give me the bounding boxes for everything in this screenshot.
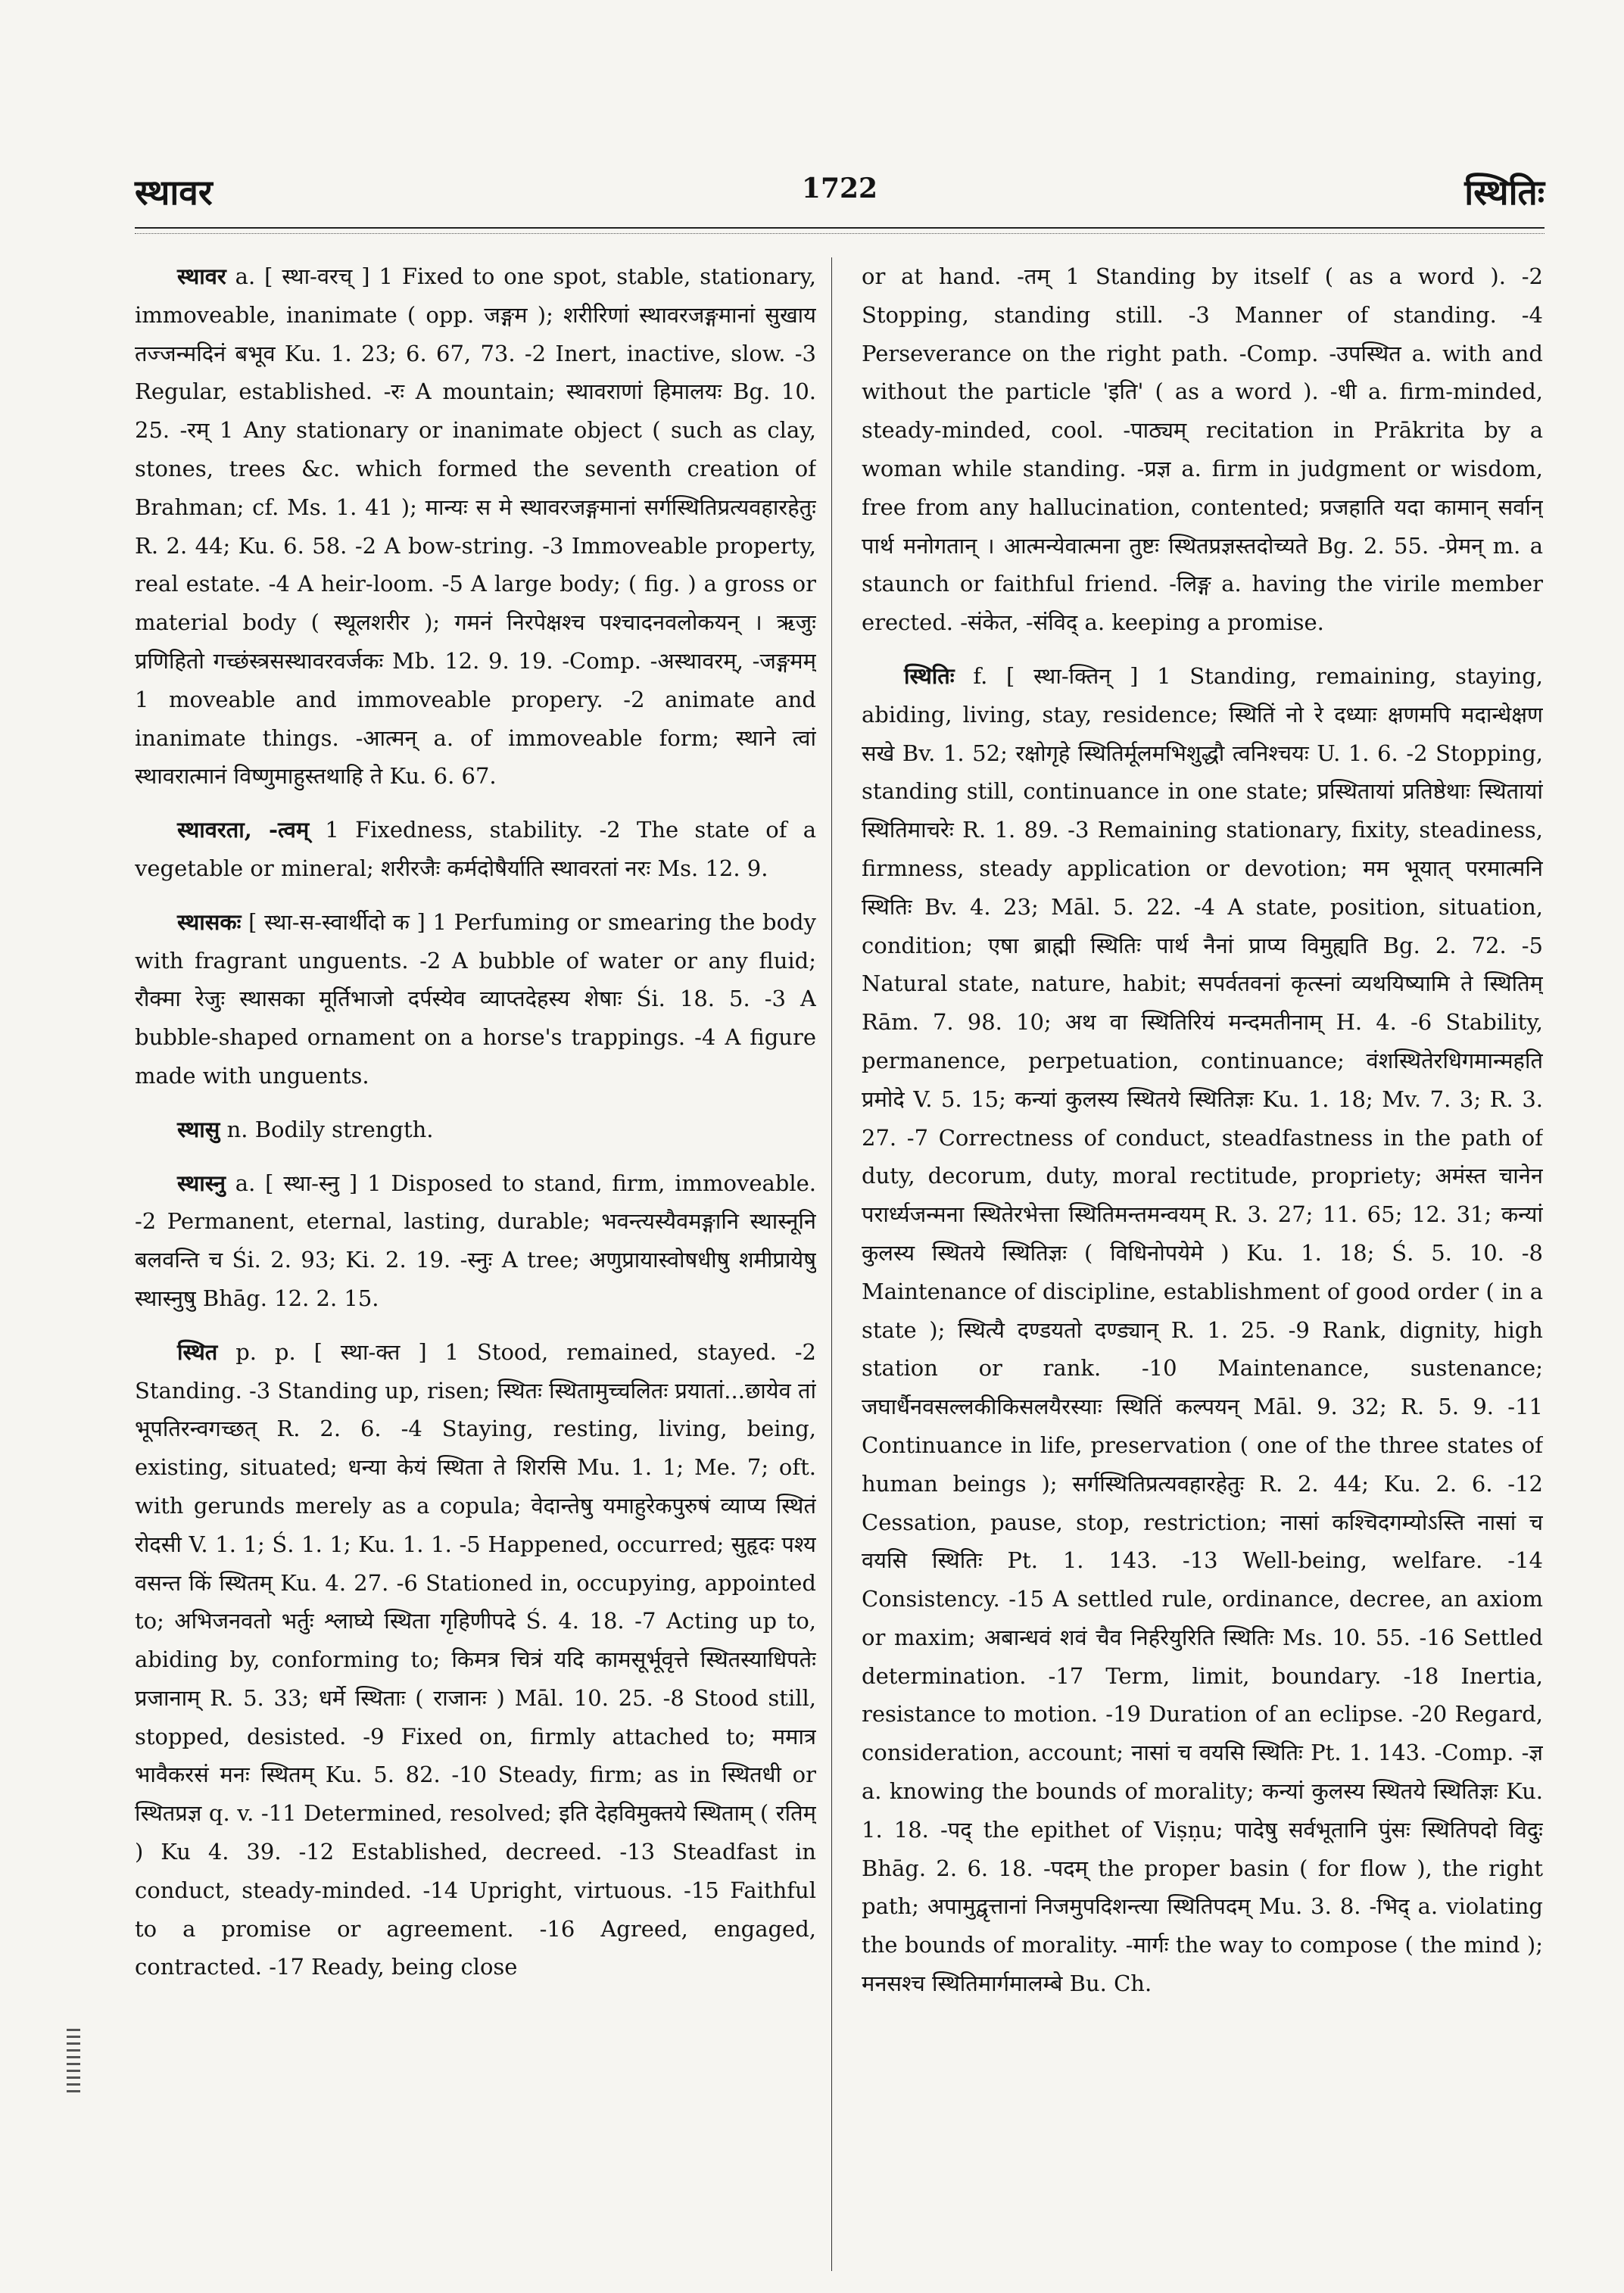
entry-text: p. p. [ स्था-क्त ] 1 Stood, remained, stayed. -2 Standing. -3 Standing up, risen; स्थितः स्थितामुच्चलितः प्रयातां...छायेव तां भूपतिरन्वगच्छत् R. 2. 6. -4 Staying, resting, living, being, existing, situated; धन्या केयं स्थिता ते शिरसि Mu. 1. 1; Me. 7; oft. with gerunds merely as a copula; वेदान्तेषु यमाहुरेकपुरुषं व्याप्य स्थितं रोदसी V. 1. 1; Ś. 1. 1; Ku. 1. 1. -5 Happened, occurred; सुहृदः पश्य वसन्त किं स्थितम् Ku. 4. 27. -6 Stationed in, occupying, appointed to; अभिजनवतो भर्तुः श्लाघ्ये स्थिता गृहिणीपदे Ś. 4. 18. -7 Acting up to, abiding by, conforming to; किमत्र चित्रं यदि कामसूर्भूवृत्ते स्थितस्याधिपतेः प्रजानाम् R. 5. 33; धर्मे स्थिताः ( राजानः ) Māl. 10. 25. -8 Stood still, stopped, desisted. -9 Fixed on, firmly attached to; ममात्र भावैकरसं मनः स्थितम् Ku. 5. 82. -10 Steady, firm; as in स्थितधी or स्थितप्रज्ञ q. v. -11 Determined, resolved; इति देहविमुक्तये स्थिताम् ( रतिम् ) Ku 4. 39. -12 Established, decreed. -13 Steadfast in conduct, steady-minded. -14 Upright, virtuous. -15 Faithful to a promise or agreement. -16 Agreed, engaged, contracted. -17 Ready, being close xyxy=(135,1338,816,1980)
entry-text: a. [ स्था-स्नु ] 1 Disposed to stand, firm, immoveable. -2 Permanent, eternal, lasting, durable; भवन्त्यस्यैवमङ्गानि स्थास्नूनि बलवन्ति च Śi. 2. 93; Ki. 2. 19. -स्नुः A tree; अणुप्रायास्वोषधीषु शमीप्रायेषु स्थास्नुषु Bhāg. 12. 2. 15. xyxy=(135,1170,816,1311)
entry-text: a. [ स्था-वरच् ] 1 Fixed to one spot, stable, stationary, immoveable, inanimate ( opp. जङ्गम ); शरीरिणां स्थावरजङ्गमानां सुखाय तज्जन्मदिनं बभूव Ku. 1. 23; 6. 67, 73. -2 Inert, inactive, slow. -3 Regular, established. -रः A mountain; स्थावराणां हिमालयः Bg. 10. 25. -रम् 1 Any stationary or inanimate object ( such as clay, stones, trees &c. which formed the seventh creation of Brahman; cf. Ms. 1. 41 ); मान्यः स मे स्थावरजङ्गमानां सर्गस्थितिप्रत्यवहारहेतुः R. 2. 44; Ku. 6. 58. -2 A bow-string. -3 Immoveable property, real estate. -4 A heir-loom. -5 A large body; ( fig. ) a gross or material body ( स्थूलशरीर ); गमनं निरपेक्षश्च पश्चादनवलोकयन् । ऋजुः प्रणिहितो गच्छंस्त्रसस्थावरवर्जकः Mb. 12. 9. 19. -Comp. -अस्थावरम्, -जङ्गमम् 1 moveable and immoveable propery. -2 animate and inanimate things. -आत्मन् a. of immoveable form; स्थाने त्वां स्थावरात्मानं विष्णुमाहुस्तथाहि ते Ku. 6. 67. xyxy=(135,263,816,790)
entry-text: n. Bodily strength. xyxy=(226,1116,434,1142)
page-number: 1722 xyxy=(801,173,878,204)
entry-sthavarata xyxy=(135,811,816,888)
entry-sthiti xyxy=(862,657,1543,2003)
entry-headword: स्थासु xyxy=(177,1116,220,1142)
entry-text: or at hand. -तम् 1 Standing by itself ( as a word ). -2 Stopping, standing still. -3 Manner of standing. -4 Perseverance on the right path. -Comp. -उपस्थित a. with and without the particle 'इति' ( as a word ). -धी a. firm-minded, steady-minded, cool. -पाठ्यम् recitation in Prākrita by a woman while standing. -प्रज्ञ a. firm in judgment or wisdom, free from any hallucination, contented; प्रजहाति यदा कामान् सर्वान् पार्थ मनोगतान् । आत्मन्येवात्मना तुष्टः स्थितप्रज्ञस्तदोच्यते Bg. 2. 55. -प्रेमन् m. a staunch or faithful friend. -लिङ्ग a. having the virile member erected. -संकेत, -संविद् a. keeping a promise. xyxy=(862,263,1543,636)
right-column xyxy=(862,257,1543,2271)
column-divider xyxy=(831,257,832,2271)
entry-sthita xyxy=(135,1333,816,1987)
entry-text: 1 Fixedness, stability. -2 The state of a vegetable or mineral; शरीरजैः कर्मदोषैर्याति स्थावरतां नरः Ms. 12. 9. xyxy=(135,817,816,881)
entry-headword: स्थावर xyxy=(177,263,226,289)
left-running-headword: स्थावर xyxy=(135,172,213,213)
entry-headword: स्थित xyxy=(177,1338,218,1365)
entry-headword: स्थास्नु xyxy=(177,1170,226,1196)
margin-tick-marks xyxy=(67,2029,80,2092)
right-running-headword: स्थितिः xyxy=(1464,172,1545,213)
entry-text: [ स्था-स-स्वार्थीदो क ] 1 Perfuming or smearing the body with fragrant unguents. -2 A bubble of water or any fluid; रौक्मा रेजुः स्थासका मूर्तिभाजो दर्पस्येव व्याप्तदेहस्य शेषाः Śi. 18. 5. -3 A bubble-shaped ornament on a horse's trappings. -4 A figure made with unguents. xyxy=(135,908,816,1089)
entry-sthita-continued xyxy=(862,257,1543,642)
entry-text: f. [ स्था-क्तिन् ] 1 Standing, remaining, staying, abiding, living, stay, residence; स्थितिं नो रे दध्याः क्षणमपि मदान्धेक्षण सखे Bv. 1. 52; रक्षोगृहे स्थितिर्मूलमभिशुद्धौ त्वनिश्चयः U. 1. 6. -2 Stopping, standing still, continuance in one state; प्रस्थितायां प्रतिष्ठेथाः स्थितायां स्थितिमाचरेः R. 1. 89. -3 Remaining stationary, fixity, steadiness, firmness, steady application or devotion; मम भूयात् परमात्मनि स्थितिः Bv. 4. 23; Māl. 5. 22. -4 A state, position, situation, condition; एषा ब्राह्मी स्थितिः पार्थ नैनां प्राप्य विमुह्यति Bg. 2. 72. -5 Natural state, nature, habit; सपर्वतवनां कृत्स्नां व्यथयिष्यामि ते स्थितिम् Rām. 7. 98. 10; अथ वा स्थितिरियं मन्दमतीनाम् H. 4. -6 Stability, permanence, perpetuation, continuance; वंशस्थितेरधिगमान्महति प्रमोदे V. 5. 15; कन्यां कुलस्य स्थितये स्थितिज्ञः Ku. 1. 18; Mv. 7. 3; R. 3. 27. -7 Correctness of conduct, steadfastness in the path of duty, decorum, duty, moral rectitude, propriety; अमंस्त चानेन परार्ध्यजन्मना स्थितेरभेत्ता स्थितिमन्तमन्वयम् R. 3. 27; 11. 65; 12. 31; कन्यां कुलस्य स्थितये स्थितिज्ञः ( विधिनोपयेमे ) Ku. 1. 18; Ś. 5. 10. -8 Maintenance of discipline, establishment of good order ( in a state ); स्थित्यै दण्डयतो दण्ड्यान् R. 1. 25. -9 Rank, dignity, high station or rank. -10 Maintenance, sustenance; जघार्धैनवसल्लकीकिसलयैरस्याः स्थितिं कल्पयन् Māl. 9. 32; R. 5. 9. -11 Continuance in life, preservation ( one of the three states of human beings ); सर्गस्थितिप्रत्यवहारहेतुः R. 2. 44; Ku. 2. 6. -12 Cessation, pause, stop, restriction; नासां कश्चिदगम्योऽस्ति नासां च वयसि स्थितिः Pt. 1. 143. -13 Well-being, welfare. -14 Consistency. -15 A settled rule, ordinance, decree, an axiom or maxim; अबान्धवं शवं चैव निर्हरेयुरिति स्थितिः Ms. 10. 55. -16 Settled determination. -17 Term, limit, boundary. -18 Inertia, resistance to motion. -19 Duration of an eclipse. -20 Regard, consideration, account; नासां च वयसि स्थितिः Pt. 1. 143. -Comp. -ज्ञ a. knowing the bounds of morality; कन्यां कुलस्य स्थितये स्थितिज्ञः Ku. 1. 18. -पद् the epithet of Viṣṇu; पादेषु सर्वभूतानि पुंसः स्थितिपदो विदुः Bhāg. 2. 6. 18. -पदम् the proper basin ( for flow ), the right path; अपामुद्वृत्तानां निजमुपदिशन्त्या स्थितिपदम् Mu. 3. 8. -भिद् a. violating the bounds of morality. -मार्गः the way to compose ( the mind ); मनसश्च स्थितिमार्गमालम्बे Bu. Ch. xyxy=(862,662,1543,1997)
page-header xyxy=(135,160,1545,229)
entry-headword: स्थावरता, -त्वम् xyxy=(177,817,310,843)
entry-headword: स्थितिः xyxy=(904,662,955,689)
header-dotted-rule xyxy=(135,233,1545,234)
entry-sthasaka xyxy=(135,903,816,1095)
left-column xyxy=(135,257,816,2271)
entry-sthasnu xyxy=(135,1164,816,1318)
entry-headword: स्थासकः xyxy=(177,908,242,935)
entry-sthasu xyxy=(135,1111,816,1149)
entry-sthavara xyxy=(135,257,816,796)
header-rule xyxy=(135,227,1545,229)
